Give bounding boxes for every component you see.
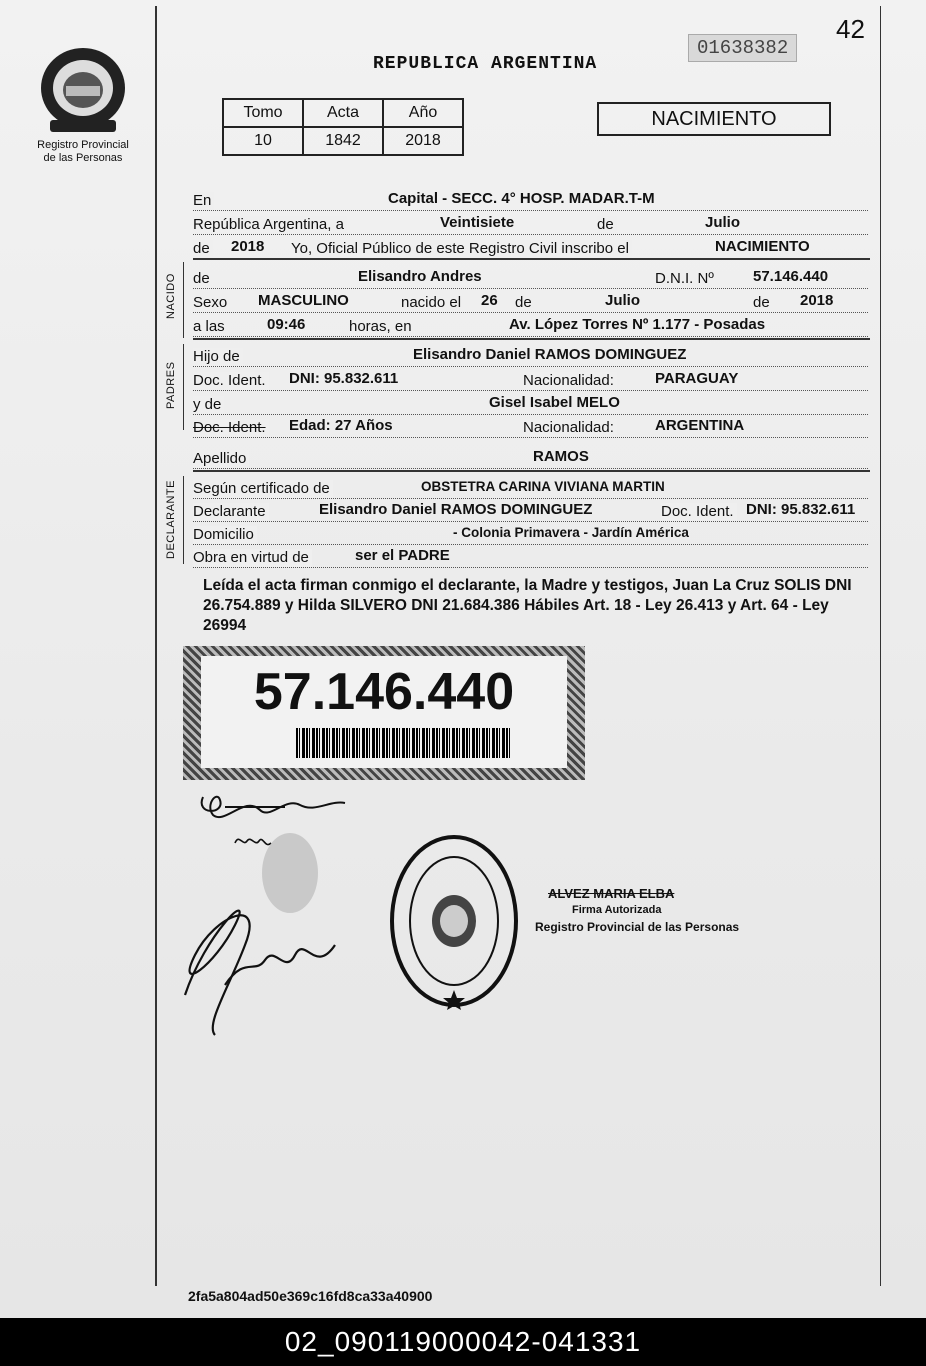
value-apellido: RAMOS (533, 448, 589, 465)
record-table (222, 98, 464, 156)
side-label-declarante: DECLARANTE (165, 480, 177, 559)
value-child-dni: 57.146.440 (753, 268, 829, 285)
value-domicilio: - Colonia Primavera - Jardín América (453, 525, 689, 540)
value-sexo: MASCULINO (258, 292, 349, 309)
label-doc-ident-3: Doc. Ident. (661, 503, 737, 521)
label-a-las: a las (193, 318, 228, 336)
label-de: de (597, 216, 617, 234)
row-apellido (193, 446, 868, 469)
value-birth-address: Av. López Torres Nº 1.177 - Posadas (509, 316, 766, 333)
value-day: Veintisiete (440, 214, 515, 231)
value-birth-day: 26 (481, 292, 498, 309)
label-sexo: Sexo (193, 294, 230, 312)
signatures-drawing (165, 785, 365, 1045)
row-hijo-de (193, 344, 868, 367)
label-de2: de (193, 240, 213, 258)
label-domicilio: Domicilio (193, 526, 257, 544)
label-doc-ident: Doc. Ident. (193, 372, 269, 390)
value-acta: 1842 (303, 127, 383, 155)
barcode-icon (296, 728, 511, 758)
section-divider (193, 338, 870, 340)
official-org: Registro Provincial de las Personas (535, 920, 740, 934)
row-declarante (193, 499, 868, 522)
value-father-name: Elisandro Daniel RAMOS DOMINGUEZ (413, 346, 687, 363)
document-title: REPUBLICA ARGENTINA (373, 54, 598, 74)
value-declarante-doc: DNI: 95.832.611 (746, 501, 856, 518)
label-en: En (193, 192, 214, 210)
label-certificado: Según certificado de (193, 480, 333, 498)
label-hijo-de: Hijo de (193, 348, 243, 366)
value-tomo: 10 (223, 127, 303, 155)
value-birth-year: 2018 (800, 292, 834, 309)
value-child-name: Elisandro Andres (358, 268, 482, 285)
row-certificado (193, 476, 868, 499)
value-month: Julio (705, 214, 741, 231)
section-divider (193, 470, 870, 472)
nacido-bracket (183, 262, 184, 338)
label-inscribo: Yo, Oficial Público de este Registro Civil inscribo el (291, 240, 632, 258)
logo-caption-2: de las Personas (43, 152, 123, 164)
thumbprint-icon (262, 833, 318, 913)
label-horas-en: horas, en (349, 318, 415, 336)
header-anio: Año (383, 99, 463, 127)
document-hash: 2fa5a804ad50e369c16fd8ca33a40900 (188, 1288, 433, 1304)
right-margin-line (880, 6, 881, 1286)
value-mother-name: Gisel Isabel MELO (489, 394, 620, 411)
logo-caption-1: Registro Provincial (37, 139, 129, 151)
official-seal (388, 832, 520, 1010)
serial-number: 01638382 (688, 34, 797, 62)
section-divider (193, 258, 870, 260)
value-certificado: OBSTETRA CARINA VIVIANA MARTIN (421, 479, 665, 494)
header-tomo: Tomo (223, 99, 303, 127)
value-birth-time: 09:46 (267, 316, 306, 333)
declarante-bracket (183, 476, 184, 564)
value-birth-month: Julio (605, 292, 641, 309)
mother-signature (235, 839, 271, 844)
label-de-3: de (753, 294, 773, 312)
row-obra (193, 545, 868, 568)
row-mother-doc (193, 415, 868, 438)
label-nacido-el: nacido el (401, 294, 464, 312)
header-acta: Acta (303, 99, 383, 127)
row-sexo (193, 290, 868, 313)
value-year: 2018 (231, 238, 265, 255)
official-role: Firma Autorizada (572, 904, 662, 916)
dni-card-number: 57.146.440 (253, 663, 515, 721)
value-mother-nationality: ARGENTINA (655, 417, 745, 434)
label-obra: Obra en virtud de (193, 549, 312, 567)
label-nacionalidad-2: Nacionalidad: (523, 419, 617, 437)
side-label-padres: PADRES (165, 361, 177, 409)
label-dni: D.N.I. Nº (655, 270, 717, 288)
left-margin-line (155, 6, 157, 1286)
footer-code-bar (0, 1318, 926, 1366)
record-type-box: NACIMIENTO (597, 102, 831, 136)
father-signature (202, 797, 345, 817)
padres-bracket (183, 344, 184, 430)
dni-card-inner (201, 656, 567, 768)
label-y-de: y de (193, 396, 224, 414)
dni-label-card (183, 646, 585, 780)
row-domicilio (193, 522, 868, 545)
row-republica (193, 212, 868, 235)
official-scribble-signature (185, 911, 335, 1035)
row-nacido-nombre (193, 266, 868, 289)
closing-paragraph: Leída el acta firman conmigo el declarante, la Madre y testigos, Juan La Cruz SOLIS DNI 26.754.889 y Hilda SILVERO DNI 21.684.386 Hábiles Art. 18 - Ley 26.413 y Art. 64 - Ley 26994 (203, 577, 852, 634)
side-label-nacido: NACIDO (165, 273, 177, 319)
value-inscribo: NACIMIENTO (715, 238, 810, 255)
province-logo (28, 38, 138, 165)
row-father-doc (193, 368, 868, 391)
label-declarante: Declarante (193, 503, 269, 521)
value-obra: ser el PADRE (355, 547, 450, 564)
row-en (193, 188, 868, 211)
row-y-de (193, 392, 868, 415)
footer-code: 02_090119000042-041331 (284, 1326, 642, 1357)
page-number: 42 (836, 14, 865, 44)
label-nacionalidad: Nacionalidad: (523, 372, 617, 390)
value-mother-doc: Edad: 27 Años (289, 417, 393, 434)
coat-of-arms-icon (28, 38, 138, 134)
official-name: ALVEZ MARIA ELBA (548, 886, 675, 901)
value-declarante: Elisandro Daniel RAMOS DOMINGUEZ (319, 501, 593, 518)
label-doc-ident-2: Doc. Ident. (193, 419, 269, 437)
label-de: de (193, 270, 213, 288)
label-apellido: Apellido (193, 450, 249, 468)
value-father-nationality: PARAGUAY (655, 370, 739, 387)
label-de-2: de (515, 294, 535, 312)
row-inscribo (193, 236, 868, 259)
value-father-doc: DNI: 95.832.611 (289, 370, 399, 387)
value-en: Capital - SECC. 4° HOSP. MADAR.T-M (388, 190, 655, 207)
label-republica: República Argentina, a (193, 216, 347, 234)
value-anio: 2018 (383, 127, 463, 155)
row-hora (193, 314, 868, 337)
seal-icon (388, 832, 520, 1010)
